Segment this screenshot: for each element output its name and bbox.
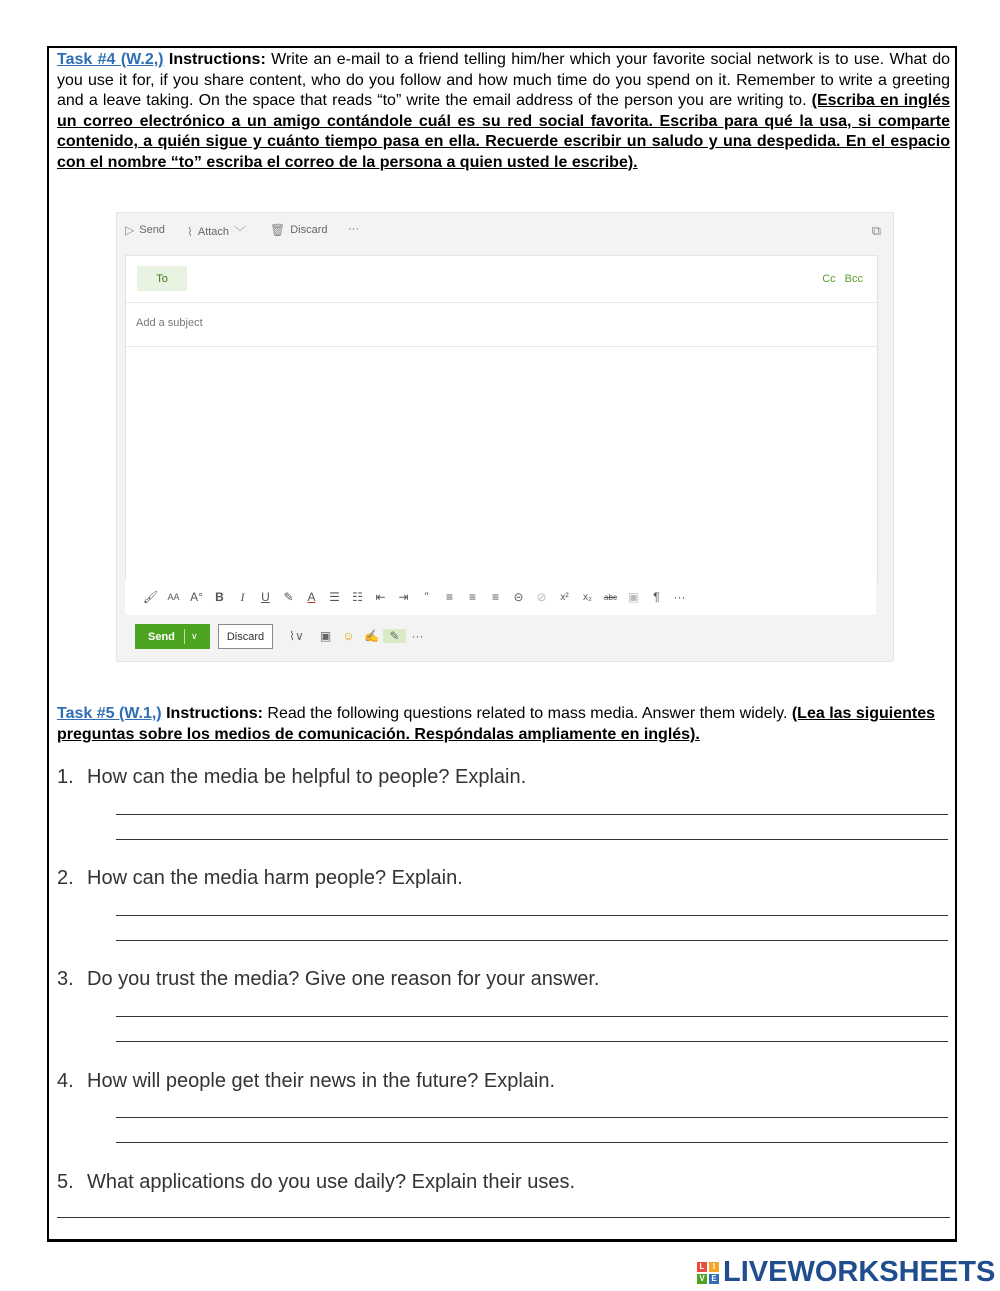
insert-picture-icon[interactable]: ▣ xyxy=(319,629,332,643)
question-2: 2. How can the media harm people? Explain. xyxy=(57,867,463,889)
email-composer xyxy=(116,212,894,662)
bullets-icon[interactable]: ☰ xyxy=(329,590,340,604)
question-3: 3. Do you trust the media? Give one reason for your answer. xyxy=(57,968,600,990)
toolbar-send-button[interactable]: ▷ Send xyxy=(125,223,165,237)
logo-mark-icon: L I V E xyxy=(697,1262,719,1284)
message-body[interactable] xyxy=(126,347,877,579)
signature-icon[interactable]: ✍ xyxy=(364,629,379,643)
task5-instr-text: Read the following questions related to mass media. Answer them widely. xyxy=(262,705,792,722)
task4-instr-text: Write an e-mail to a friend telling him/her which your favorite social network is to use. What do you use it for, if you share content, who do you follow and how much time do you spend on it. Remember to write a greeting and a leave taking. On the space that reads “to” write the email address of the person you are writing to. xyxy=(57,51,950,109)
toolbar-more-button[interactable]: ··· xyxy=(348,223,359,235)
editor-icon[interactable]: ✎ xyxy=(383,629,406,643)
composer-bottom-bar xyxy=(125,616,876,656)
numbering-icon[interactable]: ☷ xyxy=(352,590,363,604)
to-button[interactable]: To xyxy=(137,266,187,291)
to-divider xyxy=(126,302,877,303)
answer-line[interactable] xyxy=(116,915,948,916)
subject-input[interactable]: Add a subject xyxy=(136,317,203,329)
quote-icon[interactable]: ” xyxy=(424,590,429,604)
font-size-icon[interactable]: AA xyxy=(167,592,180,602)
answer-line[interactable] xyxy=(116,940,948,941)
answer-line[interactable] xyxy=(116,1142,948,1143)
toolbar-attach-button[interactable]: ⌇ Attach ﹀ xyxy=(187,224,247,239)
chevron-down-icon: ﹀ xyxy=(234,225,247,239)
answer-line[interactable] xyxy=(116,1016,948,1017)
question-1: 1. How can the media be helpful to people? Explain. xyxy=(57,766,527,788)
send-button[interactable]: Send ∨ xyxy=(135,624,210,649)
composer-top-toolbar xyxy=(117,213,893,249)
ltr-rtl-icon[interactable]: ¶ xyxy=(653,590,660,604)
italic-icon[interactable]: I xyxy=(240,589,245,604)
unlink-icon[interactable]: ⊘ xyxy=(536,590,547,604)
align-left-icon[interactable]: ≡ xyxy=(445,590,453,604)
outdent-icon[interactable]: ⇤ xyxy=(375,590,386,604)
cc-link[interactable]: Cc xyxy=(822,273,836,285)
trash-icon: 🗑 xyxy=(270,223,286,237)
logo-text: LIVEWORKSHEETS xyxy=(723,1256,996,1288)
compose-area xyxy=(125,255,878,581)
subscript-icon[interactable]: x₂ xyxy=(583,591,592,603)
task4-spanish: (Escriba en inglés un correo electrónico a un amigo contándole cuál es su red social favorita. Escriba para qué la usa, si comparte contenido, a quién sigue y cuánto tiempo pasa en ella. Recuerde escribir un saludo y una despedida. En el espacio con el nombre “to” escriba el correo de la persona a quien usted le escribe). xyxy=(57,92,950,171)
task5-instructions xyxy=(57,704,950,745)
image-icon[interactable]: ▣ xyxy=(627,590,640,604)
answer-line[interactable] xyxy=(116,839,948,840)
align-center-icon[interactable]: ≡ xyxy=(468,590,476,604)
task5-spanish: (Lea las siguientes preguntas sobre los medios de comunicación. Respóndalas ampliamente en inglés). xyxy=(57,705,936,743)
strikethrough-icon[interactable]: abc xyxy=(604,592,617,602)
bottom-icons xyxy=(285,629,429,643)
grow-font-icon[interactable]: A° xyxy=(190,590,203,604)
worksheet-frame xyxy=(47,46,957,1242)
cc-bcc-links xyxy=(813,273,863,285)
answer-line[interactable] xyxy=(57,1217,950,1218)
bcc-link[interactable]: Bcc xyxy=(844,273,863,285)
highlight-icon[interactable]: ✎ xyxy=(283,590,294,604)
more-format-icon[interactable]: ··· xyxy=(673,590,686,604)
bold-icon[interactable]: B xyxy=(215,590,224,604)
task4-label[interactable]: Task #4 (W.2,) xyxy=(57,51,164,68)
format-painter-icon[interactable]: 🖌 xyxy=(142,590,159,604)
popout-icon[interactable]: ⧉ xyxy=(871,223,881,238)
link-icon[interactable]: ⊝ xyxy=(513,590,524,604)
toolbar-discard-button[interactable]: 🗑 Discard xyxy=(270,223,328,237)
task5-label[interactable]: Task #5 (W.1,) xyxy=(57,705,162,722)
liveworksheets-logo xyxy=(697,1256,995,1289)
discard-button[interactable]: Discard xyxy=(218,624,273,649)
send-arrow-icon: ▷ xyxy=(125,223,135,237)
emoji-icon[interactable]: ☺ xyxy=(342,629,355,643)
chevron-down-icon[interactable]: ∨ xyxy=(191,631,198,641)
task4-instructions xyxy=(57,50,950,173)
paperclip-icon: ⌇ xyxy=(187,224,193,239)
more-options-icon[interactable]: ··· xyxy=(411,629,424,643)
answer-line[interactable] xyxy=(116,1117,948,1118)
align-right-icon[interactable]: ≡ xyxy=(491,590,499,604)
question-4: 4. How will people get their news in the future? Explain. xyxy=(57,1070,556,1092)
answer-line[interactable] xyxy=(116,814,948,815)
task5-instr-label: Instructions: xyxy=(166,705,263,722)
font-color-icon[interactable]: A xyxy=(307,590,316,604)
underline-icon[interactable]: U xyxy=(261,590,270,604)
question-5: 5. What applications do you use daily? Explain their uses. xyxy=(57,1171,576,1193)
indent-icon[interactable]: ⇥ xyxy=(398,590,409,604)
attach-icon[interactable]: ⌇∨ xyxy=(289,629,304,643)
superscript-icon[interactable]: x² xyxy=(560,591,569,603)
task4-instr-label: Instructions: xyxy=(168,51,266,68)
answer-line[interactable] xyxy=(116,1041,948,1042)
format-toolbar xyxy=(125,579,876,615)
